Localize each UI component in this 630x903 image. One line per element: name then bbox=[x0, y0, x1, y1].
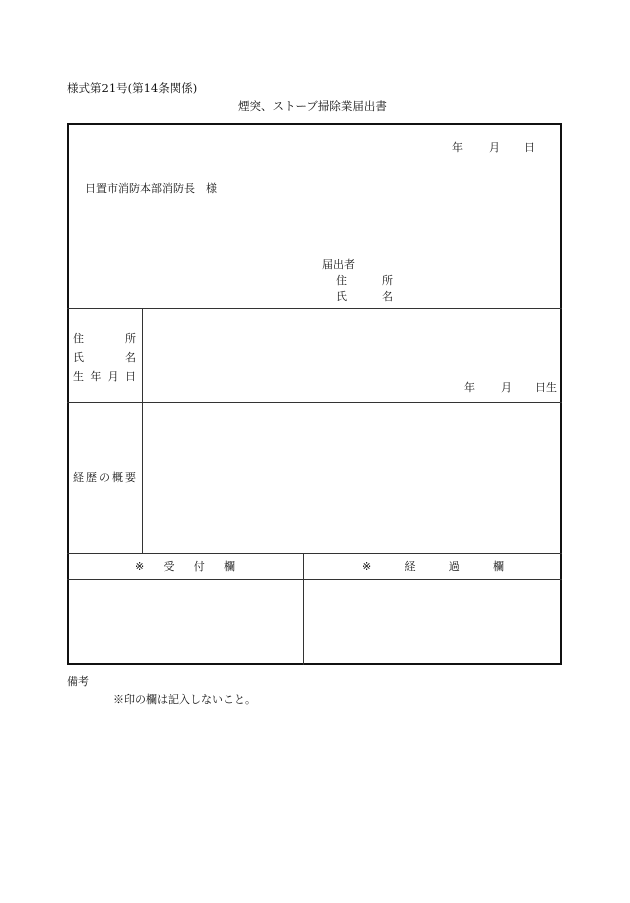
career-entry-area[interactable] bbox=[143, 403, 561, 553]
remarks-note: ※印の欄は記入しないこと。 bbox=[113, 693, 256, 706]
reception-entry-area bbox=[68, 580, 303, 664]
progress-entry-area bbox=[304, 580, 561, 664]
applicant-birthdate-label: 生 年 月 日 bbox=[73, 370, 136, 383]
notifier-label: 届出者 bbox=[322, 258, 355, 271]
applicant-name-label: 氏 名 bbox=[73, 351, 136, 364]
progress-header: ※ 経 過 欄 bbox=[362, 560, 504, 573]
notifier-address-label: 住 所 bbox=[336, 274, 393, 287]
addressee: 日置市消防本部消防長 様 bbox=[85, 182, 217, 195]
date-month-label: 月 bbox=[489, 141, 500, 154]
notifier-name-label: 氏 名 bbox=[336, 290, 393, 303]
date-year-label: 年 bbox=[452, 141, 463, 154]
date-day-label: 日 bbox=[524, 141, 535, 154]
reception-header: ※ 受 付 欄 bbox=[135, 560, 235, 573]
birth-day-suffix: 日生 bbox=[535, 381, 557, 394]
career-label: 経 歴 の 概 要 bbox=[73, 471, 136, 484]
remarks-heading: 備考 bbox=[67, 675, 89, 688]
applicant-entry-area[interactable] bbox=[143, 309, 561, 402]
applicant-address-label: 住 所 bbox=[73, 332, 136, 345]
birth-month-label: 月 bbox=[501, 381, 512, 394]
divider-career bbox=[67, 553, 562, 554]
form-title: 煙突、ストーブ掃除業届出書 bbox=[238, 99, 387, 113]
form-number: 様式第21号(第14条関係) bbox=[67, 81, 198, 95]
birth-year-label: 年 bbox=[464, 381, 475, 394]
